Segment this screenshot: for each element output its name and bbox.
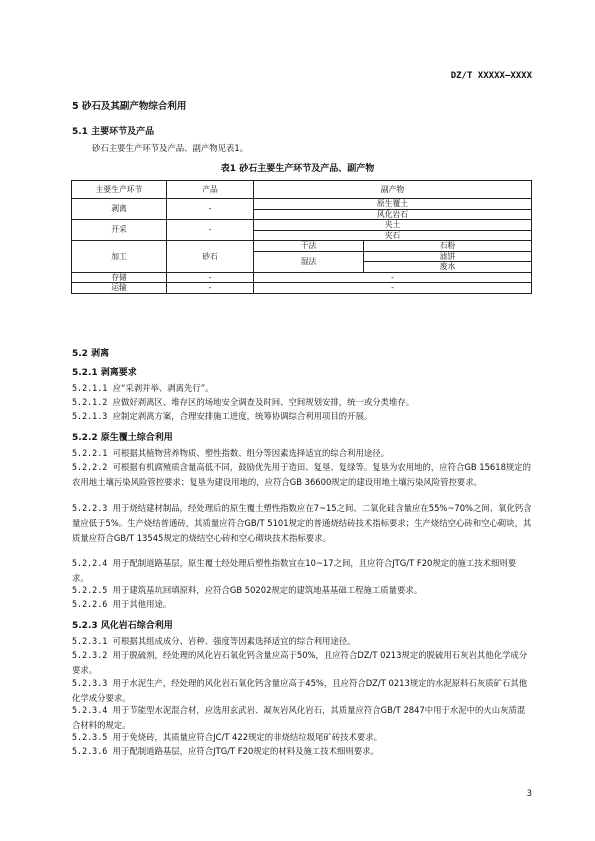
section-5-2-1-title: 5.2.1 剥离要求	[72, 368, 137, 378]
clause-5-2-3-4: 5.2.3.4 用于节能型水泥混合材，应选用玄武岩、凝灰岩风化岩石，其质量应符合GB/T 2847中用于水泥中的火山灰质混合材料的规定。	[72, 705, 526, 730]
clause-5-2-1-1: 5.2.1.1 应“采剥并举、剥离先行”。	[72, 383, 214, 393]
stage-peel: 剥离	[72, 199, 167, 220]
table-row	[72, 272, 532, 283]
byproduct-interlayer-stone: 夹石	[254, 230, 532, 241]
page-number: 3	[526, 789, 532, 799]
clause-5-2-2-1: 5.2.2.1 可根据其植物营养物质、塑性指数、组分等因素选择适宜的综合利用途径。	[72, 448, 389, 458]
section-5-2-2-title: 5.2.2 原生覆土综合利用	[72, 433, 173, 443]
header-product: 产品	[167, 181, 254, 199]
clause-5-2-3-6: 5.2.3.6 用于配制道路基层，应符合JTG/T F20规定的材料及施工技术细则要求。	[72, 746, 379, 756]
clause-5-2-2-4: 5.2.2.4 用于配制道路基层，原生覆土经处理后塑性指数宜在10~17之间，且应符合JTG/T F20规定的施工技术细则要求。	[72, 558, 517, 583]
method-wet: 湿法	[254, 251, 364, 272]
method-dry: 干法	[254, 241, 364, 252]
header-byproduct: 副产物	[254, 181, 532, 199]
clause-5-2-3-5: 5.2.3.5 用于免烧砖，其质量应符合JC/T 422规定的非烧结垃圾尾矿砖技术要求。	[72, 732, 383, 742]
stage-process: 加工	[72, 241, 167, 273]
section-5-2-3-title: 5.2.3 风化岩石综合利用	[72, 621, 173, 631]
clause-5-2-3-1: 5.2.3.1 可根据其组成成分、岩种、强度等因素选择适宜的综合利用途径。	[72, 636, 356, 646]
byproduct-filter-cake: 滤饼	[364, 251, 532, 262]
clause-5-2-2-2: 5.2.2.2 可根据有机腐殖质含量高低不同，鼓励优先用于造田、复垦、复绿等。复垦为农用地的，应符合GB 15618规定的农用地土壤污染风险管控要求；复垦为建设用地的，应符合GB 36600规定的建设用地土壤污染风险管控要求。	[72, 462, 532, 487]
clause-5-2-1-3: 5.2.1.3 应制定剥离方案，合理安排施工进度，统筹协调综合利用项目的开展。	[72, 411, 373, 421]
product-transport: -	[167, 283, 254, 294]
clause-5-2-2-6: 5.2.2.6 用于其他用途。	[72, 599, 172, 609]
byproduct-transport: -	[254, 283, 532, 294]
section-5-1-title: 5.1 主要环节及产品	[72, 127, 155, 137]
clause-5-2-3-2: 5.2.3.2 用于脱硫剂，经处理的风化岩石氧化钙含量应高于50%，且应符合DZ/T 0213规定的脱硫用石灰岩其他化学成分要求。	[72, 650, 528, 675]
product-mine: -	[167, 220, 254, 241]
byproduct-wastewater: 废水	[364, 262, 532, 273]
byproduct-store: -	[254, 272, 532, 283]
product-process: 砂石	[167, 241, 254, 273]
clause-5-2-1-2: 5.2.1.2 应做好剥离区、堆存区的场地安全调查及时间、空间规划安排，统一或分类堆存。	[72, 397, 415, 407]
byproduct-interlayer-soil: 夹土	[254, 220, 532, 231]
byproduct-stone-powder: 石粉	[364, 241, 532, 252]
section-5-2-title: 5.2 剥离	[72, 349, 110, 359]
clause-5-2-2-5: 5.2.2.5 用于建筑基坑回填原料，应符合GB 50202规定的建筑地基基础工程施工质量要求。	[72, 585, 423, 595]
product-store: -	[167, 272, 254, 283]
header-stage: 主要生产环节	[72, 181, 167, 199]
table-header-row	[72, 181, 532, 199]
stage-store: 存储	[72, 272, 167, 283]
product-peel: -	[167, 199, 254, 220]
byproduct-weathered-rock: 风化岩石	[254, 209, 532, 220]
table-1	[71, 180, 532, 294]
section-5-1-intro: 砂石主要生产环节及产品、副产物见表1。	[92, 143, 249, 153]
table-row	[72, 241, 532, 252]
stage-mine: 开采	[72, 220, 167, 241]
byproduct-topsoil: 原生覆土	[254, 199, 532, 210]
document-code: DZ/T XXXXX—XXXX	[450, 71, 532, 81]
table-row	[72, 220, 532, 231]
table-row	[72, 283, 532, 294]
clause-5-2-3-3: 5.2.3.3 用于水泥生产，经处理的风化岩石氧化钙含量应高于45%，且应符合DZ/T 0213规定的水泥原料石灰质矿石其他化学成分要求。	[72, 678, 528, 703]
table-1-caption: 表1 砂石主要生产环节及产品、副产物	[220, 164, 375, 174]
section-5-title: 5 砂石及其副产物综合利用	[72, 101, 187, 112]
clause-5-2-2-3: 5.2.2.3 用于烧结建材制品，经处理后的原生覆土塑性指数应在7~15之间、二氧化硅含量应在55%~70%之间、氧化钙含量应低于5%。生产烧结普通砖，其质量应符合GB/T 5101规定的普通烧结砖技术指标要求；生产烧结空心砖和空心砌块，其质量应符合GB/T 13545规定的烧结空心砖和空心砌块技术指标要求。	[72, 503, 532, 543]
table-row	[72, 199, 532, 210]
stage-transport: 运输	[72, 283, 167, 294]
